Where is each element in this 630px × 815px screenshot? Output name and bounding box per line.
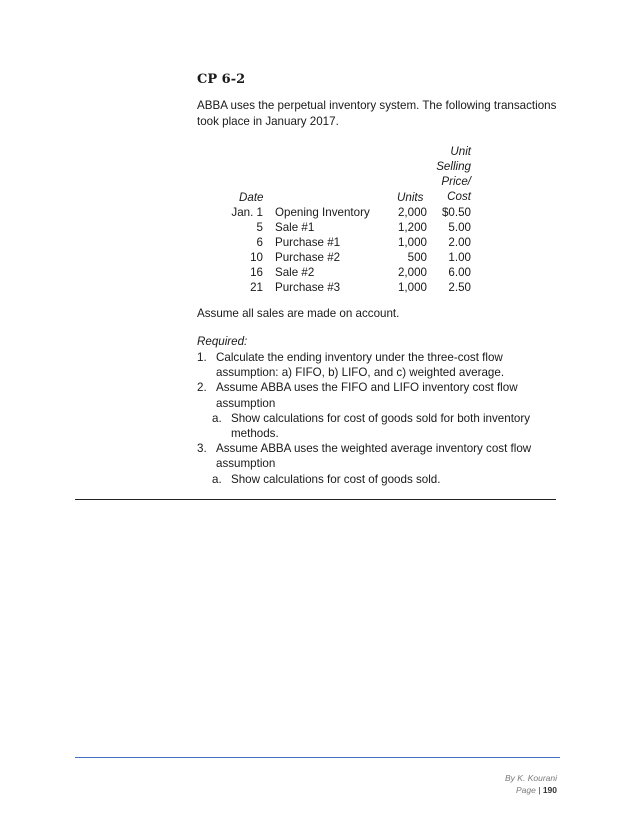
table-row (197, 220, 487, 235)
header-price-line: Selling (436, 160, 471, 173)
cell-units: 1,000 (397, 236, 427, 249)
list-text: Calculate the ending inventory under the three-cost flow assumption: a) FIFO, b) LIFO, and c) weighted average. (216, 351, 505, 380)
header-unit-price (427, 144, 471, 204)
table-row (197, 265, 487, 280)
page-footer (505, 772, 557, 796)
list-text: Assume ABBA uses the FIFO and LIFO inventory cost flow assumption (216, 381, 518, 410)
cell-date: 5 (256, 221, 263, 234)
intro-text: ABBA uses the perpetual inventory system. The following transactions took place in January 2017. (197, 99, 557, 128)
cell-units: 500 (407, 251, 427, 264)
cell-units: 2,000 (397, 206, 427, 219)
cell-description: Sale #2 (275, 266, 315, 279)
list-item (197, 441, 542, 471)
list-text: Assume ABBA uses the weighted average inventory cost flow assumption (216, 442, 532, 471)
sub-list-text: Show calculations for cost of goods sold for both inventory methods. (231, 411, 531, 441)
cell-description: Purchase #1 (275, 236, 341, 249)
list-number: 1. (197, 351, 207, 364)
required-label: Required: (197, 335, 248, 348)
list-item (197, 350, 542, 380)
list-number: 2. (197, 381, 207, 395)
cell-units: 2,000 (397, 266, 427, 279)
intro-paragraph (197, 98, 557, 130)
table-row (197, 250, 487, 265)
table-row (197, 205, 487, 220)
footer-divider (75, 757, 560, 758)
list-number: 3. (197, 442, 207, 456)
cell-description: Purchase #3 (275, 281, 341, 294)
sub-list-letter: a. (212, 411, 222, 425)
table-row (197, 280, 487, 295)
assumption-text: Assume all sales are made on account. (197, 307, 400, 320)
cell-units: 1,200 (397, 221, 427, 234)
header-price-line: Cost (447, 190, 471, 203)
footer-page-label: Page (515, 785, 536, 795)
cell-date: 21 (250, 281, 263, 294)
cell-description: Purchase #2 (275, 251, 341, 264)
header-units: Units (397, 191, 424, 204)
header-price-line: Price/ (441, 175, 471, 188)
sub-list-text: Show calculations for cost of goods sold. (231, 472, 441, 486)
cell-description: Opening Inventory (275, 206, 370, 219)
requirements-list (197, 350, 542, 487)
section-divider (75, 499, 556, 500)
cell-date: Jan. 1 (231, 206, 263, 219)
cell-price: $0.50 (441, 206, 471, 219)
sub-list-item (197, 472, 542, 487)
table-row (197, 235, 487, 250)
cell-date: 6 (256, 236, 263, 249)
footer-page (505, 784, 557, 796)
cell-price: 1.00 (448, 251, 471, 264)
sub-list-letter: a. (212, 472, 222, 486)
cell-price: 5.00 (448, 221, 471, 234)
footer-page-number: 190 (542, 785, 557, 795)
footer-separator: | (538, 785, 541, 795)
cell-description: Sale #1 (275, 221, 315, 234)
header-date: Date (239, 191, 264, 204)
cell-price: 6.00 (448, 266, 471, 279)
cell-price: 2.50 (448, 281, 471, 294)
sub-list-item (197, 411, 542, 441)
cell-date: 10 (250, 251, 263, 264)
cell-date: 16 (250, 266, 263, 279)
footer-author: By K. Kourani (505, 773, 557, 783)
problem-title: CP 6-2 (197, 72, 246, 87)
cell-price: 2.00 (448, 236, 471, 249)
list-item (197, 380, 542, 410)
header-price-line: Unit (450, 145, 471, 158)
cell-units: 1,000 (397, 281, 427, 294)
